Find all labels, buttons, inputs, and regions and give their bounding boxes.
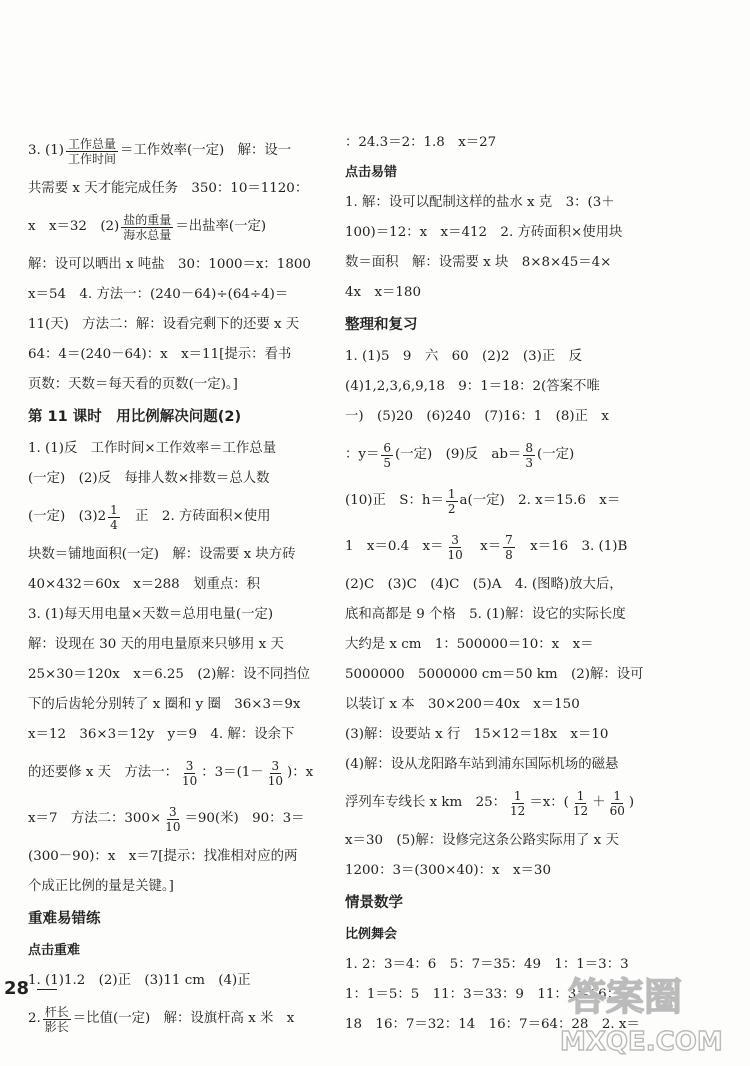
answer-line: (一定) (2)反 每排人数×排数＝总人数 — [28, 471, 270, 486]
fraction: $\frac{3}{10}$ — [181, 758, 198, 788]
subsection-heading: 点击易错 — [345, 165, 398, 180]
answer-line: 25×30＝120x x＝6.25 (2)解：设不同挡位 — [28, 667, 311, 682]
fraction: $\frac{6}{5}$ — [383, 440, 391, 470]
fraction: $\frac{3}{10}$ — [267, 758, 283, 788]
answer-line: 的还要修 x 天 方法一： $\frac{3}{10}$ ：3＝(1－ $\frac{3}{10}$ )：x — [28, 758, 314, 788]
answer-line: 解：设现在 30 天的用电量原来只够用 x 天 — [28, 637, 284, 652]
answer-line: 一) (5)20 (6)240 (7)16：1 (8)正 x — [345, 409, 609, 424]
fraction: $\frac{7}{8}$ — [505, 532, 513, 562]
answer-line: ：y＝ $\frac{6}{5}$ (一定) (9)反 ab＝ $\frac{8}{3}$ (一定) — [345, 440, 575, 470]
answer-line: x＝30 (5)解：设修完这条公路实际用了 x 天 — [345, 833, 619, 848]
answer-line: 100)＝12：x x＝412 2. 方砖面积×使用块 — [345, 225, 623, 240]
answer-line: (300－90)：x x＝7[提示：找准相对应的两 — [28, 849, 298, 864]
left-column — [28, 128, 328, 1042]
answer-line: (3)解：设要站 x 行 15×12＝18x x＝10 — [345, 727, 609, 742]
answer-line: 大约是 x cm 1：500000＝10：x x＝ — [345, 637, 594, 652]
answer-line: 64：4＝(240－64)：x x＝11[提示：看书 — [28, 347, 292, 362]
section-heading: 整理和复习 — [345, 317, 418, 333]
section-heading: 情景数学 — [345, 895, 403, 911]
answer-line: 4x x＝180 — [345, 285, 421, 300]
answer-line: 18 16：7＝32：14 16：7＝64：28 2. x＝ — [345, 1017, 640, 1032]
answer-line: 个成正比例的量是关键。] — [28, 879, 174, 894]
lesson-heading: 第 11 课时 用比例解决问题(2) — [28, 409, 242, 425]
answer-line: (2)C (3)C (4)C (5)A 4. (图略)放大后， — [345, 577, 623, 592]
answer-line: x＝7 方法二：300× $\frac{3}{10}$ ＝90(米) 90：3＝ — [28, 804, 305, 834]
answer-line: 下的后齿轮分别转了 x 圈和 y 圈 36×3＝9x — [28, 697, 301, 712]
answer-line: (4)1,2,3,6,9,18 9：1＝18：2(答案不唯 — [345, 379, 600, 394]
fraction: $\frac{8}{3}$ — [525, 440, 533, 470]
subsection-heading: 点击重难 — [28, 943, 81, 958]
answer-line: 底和高都是 9 个格 5. (1)解：设它的实际长度 — [345, 607, 626, 622]
subsection-heading: 比例舞会 — [345, 927, 398, 942]
fraction: $\frac{\text{杆长}}{\text{影长}}$ — [44, 1004, 69, 1034]
fraction: $\frac{1}{12}$ — [510, 788, 526, 818]
page-number: 28 — [4, 978, 57, 999]
answer-line: 以装订 x 本 30×200＝40x x＝150 — [345, 697, 580, 712]
answer-line: x x＝32 (2) $\frac{\text{盐的重量}}{\text{海水总量}}$ ＝出盐率(一定) — [28, 212, 267, 242]
answer-line: 11(天) 方法二：解：设看完剩下的还要 x 天 — [28, 317, 300, 332]
fraction: $\frac{\text{工作总量}}{\text{工作时间}}$ — [68, 136, 117, 166]
watermark-text: 答案圈 — [568, 975, 683, 1019]
answer-line: 1. (1)1.2 (2)正 (3)11 cm (4)正 — [28, 973, 251, 988]
right-column — [345, 128, 644, 1040]
fraction: $\frac{3}{10}$ — [447, 532, 463, 562]
answer-line: x＝54 4. 方法一：(240－64)÷(64÷4)＝ — [28, 287, 289, 302]
answer-line: (4)解：设从龙阳路车站到浦东国际机场的磁悬 — [345, 757, 619, 772]
answer-line: 浮列车专线长 x km 25： $\frac{1}{12}$ ＝x：( $\frac{1}{12}$ ＋ $\frac{1}{60}$ ) — [345, 788, 635, 818]
fraction: $\frac{1}{60}$ — [609, 788, 625, 818]
answer-line: 1. 解：设可以配制这样的盐水 x 克 3：(3＋ — [345, 195, 615, 210]
answer-line: 3. (1)每天用电量×天数＝总用电量(一定) — [28, 607, 274, 622]
answer-line: ：24.3＝2：1.8 x＝27 — [345, 135, 497, 150]
fraction: $\frac{1}{4}$ — [110, 502, 118, 532]
answer-line: (10)正 S：h＝ $\frac{1}{2}$ a(一定) 2. x＝15.6 x＝ — [345, 486, 621, 516]
answer-line: 数＝面积 解：设需要 x 块 8×8×45＝4× — [345, 255, 612, 270]
answer-line: 块数＝铺地面积(一定) 解：设需要 x 块方砖 — [28, 547, 296, 562]
answer-line: 1 x＝0.4 x＝ $\frac{3}{10}$ x＝ $\frac{7}{8}$ x＝16 3. (1)B — [345, 532, 628, 562]
answer-line: 解：设可以晒出 x 吨盐 30：1000＝x：1800 — [28, 257, 311, 272]
fraction: $\frac{1}{2}$ — [447, 486, 456, 516]
answer-line: 2. $\frac{\text{杆长}}{\text{影长}}$ ＝比值(一定) 解：设旗杆高 x 米 x — [28, 1004, 295, 1034]
answer-line: 1：1＝5：5 11：3＝33：9 11：3＝66： — [345, 987, 621, 1002]
answer-line: 3. (1) $\frac{\text{工作总量}}{\text{工作时间}}$ ＝工作效率(一定) 解：设一 — [28, 136, 292, 166]
watermark-logo — [538, 968, 738, 1058]
answer-line: 5000000 5000000 cm＝50 km (2)解：设可 — [345, 667, 644, 682]
answer-line: 1. (1)5 9 六 60 (2)2 (3)正 反 — [345, 349, 583, 364]
fraction: $\frac{\text{盐的重量}}{\text{海水总量}}$ — [123, 212, 172, 242]
answer-line: x＝12 36×3＝12y y＝9 4. 解：设余下 — [28, 727, 295, 742]
answer-line: 40×432＝60x x＝288 划重点：积 — [28, 577, 261, 592]
answer-line: (一定) (3)2 $\frac{1}{4}$ 正 2. 方砖面积×使用 — [28, 502, 271, 532]
answer-line: 共需要 x 天才能完成任务 350：10＝1120： — [28, 181, 309, 196]
answer-line: 1200：3＝(300×40)：x x＝30 — [345, 863, 551, 878]
answer-line: 1. (1)反 工作时间×工作效率＝工作总量 — [28, 441, 277, 456]
fraction: $\frac{1}{12}$ — [572, 788, 589, 818]
watermark-url: MXQE.COM — [560, 1027, 723, 1057]
section-heading: 重难易错练 — [28, 911, 101, 927]
answer-line: 1. 2：3＝4：6 5：7＝35：49 1：1＝3：3 — [345, 957, 629, 972]
answer-line: 页数：天数＝每天看的页数(一定)。] — [28, 377, 238, 392]
fraction: $\frac{3}{10}$ — [165, 804, 181, 834]
